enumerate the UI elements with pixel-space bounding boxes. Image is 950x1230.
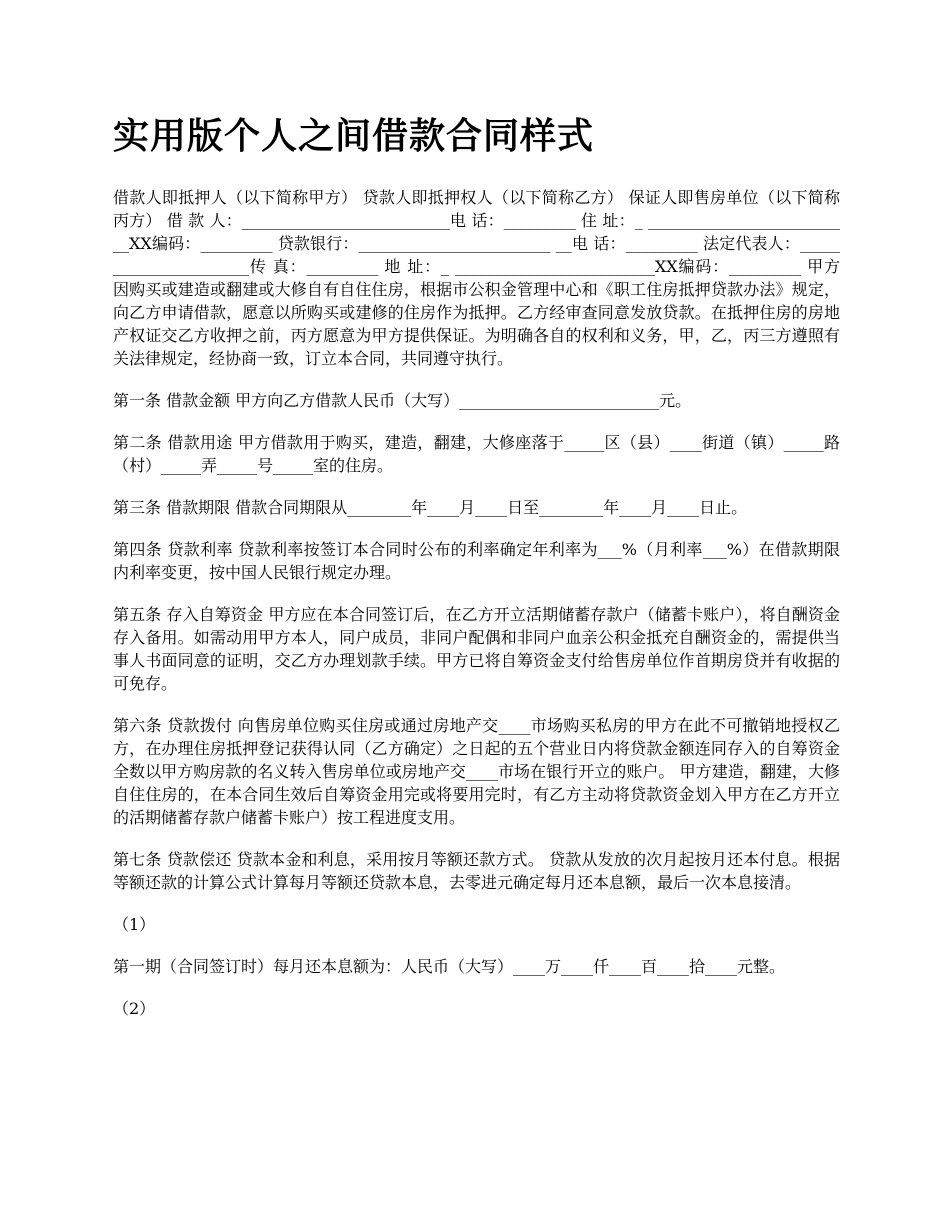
article-1-paragraph: 第一条 借款金额 甲方向乙方借款人民币（大写）_________________________元。 <box>113 391 692 410</box>
article-6-paragraph: 第六条 贷款拨付 向售房单位购买住房或通过房地产交____市场购买私房的甲方在此不可撤销地授权乙方，在办理住房抵押登记获得认同（乙方确定）之日起的五个营业日内将贷款金额连同存入的自筹资金全数以甲方购房款的名义转入售房单位或房地产交____市场在银行开立的账户。 甲方建造，翻建，大修自住住房的，在本合同生效后自筹资金用完或将要用完时，有乙方主动将贷款资金划入甲方在乙方开立的活期储蓄存款户储蓄卡账户）按工程进度支用。 <box>113 716 840 827</box>
article-3-paragraph: 第三条 借款期限 借款合同期限从________年____月____日至________年____月____日止。 <box>113 498 748 517</box>
article-7-paragraph: 第七条 贷款偿还 贷款本金和利息，采用按月等额还款方式。 贷款从发放的次月起按月还本付息。根据等额还款的计算公式计算每月等额还贷款本息，去零进元确定每月还本息额，最后一次本息接清。 <box>113 850 840 892</box>
first-period-paragraph: 第一期（合同签订时）每月还本息额为：人民币（大写）____万____仟____百____拾____元整。 <box>113 957 786 976</box>
article-2-paragraph: 第二条 借款用途 甲方借款用于购买，建造，翻建，大修座落于_____区（县）____街道（镇）_____路（村）_____弄_____号_____室的住房。 <box>113 433 840 475</box>
preamble-paragraph: 借款人即抵押人（以下简称甲方） 贷款人即抵押权人（以下简称乙方） 保证人即售房单位（以下简称丙方） 借 款 人：__________________________电 话：_________ 住 址：_ __________________________XX编码：_________ 贷款银行：________________________ __电 话：_________ 法定代表人：______________________传 真：_________ 地 址：_ _________________________XX编码：_________ 甲方因购买或建造或翻建或大修自有自住住房，根据市公积金管理中心和《职工住房抵押贷款办法》规定，向乙方申请借款，愿意以所购买或建修的住房作为抵押。乙方经审查同意发放贷款。在抵押住房的房地产权证交乙方收押之前，丙方愿意为甲方提供保证。为明确各自的权利和义务，甲，乙，丙三方遵照有关法律规定，经协商一致，订立本合同，共同遵守执行。 <box>113 188 840 368</box>
document-title: 实用版个人之间借款合同样式 <box>113 115 595 157</box>
item-1-marker: （1） <box>113 915 156 934</box>
article-4-paragraph: 第四条 贷款利率 贷款利率按签订本合同时公布的利率确定年利率为___%（月利率___%）在借款期限内利率变更，按中国人民银行规定办理。 <box>113 540 840 582</box>
article-5-paragraph: 第五条 存入自筹资金 甲方应在本合同签订后，在乙方开立活期储蓄存款户（储蓄卡账户），将自酬资金存入备用。如需动用甲方本人，同户成员，非同户配偶和非同户血亲公积金抵充自酬资金的，需提供当事人书面同意的证明，交乙方办理划款手续。甲方已将自筹资金支付给售房单位作首期房贷并有收据的可免存。 <box>113 605 840 693</box>
item-2-marker: （2） <box>113 999 156 1018</box>
